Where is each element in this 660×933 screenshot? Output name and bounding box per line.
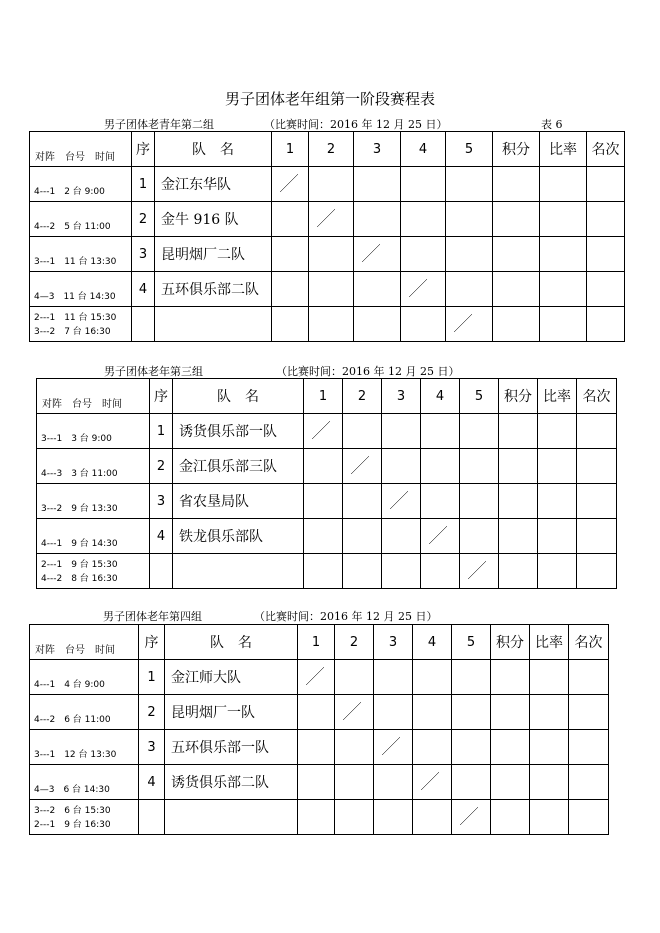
result-cell	[460, 484, 499, 519]
result-cell	[298, 730, 335, 765]
points-cell	[499, 554, 538, 589]
points-cell	[491, 695, 530, 730]
team-name-cell: 金牛 916 队	[155, 202, 272, 237]
team-header: 队 名	[155, 132, 272, 167]
result-cell	[421, 554, 460, 589]
matchup-text: 4---2 6 台 11:00	[34, 715, 111, 725]
result-cell	[309, 237, 354, 272]
team-name-cell: 五环俱乐部一队	[165, 730, 298, 765]
ratio-header: 比率	[540, 132, 587, 167]
ratio-cell	[530, 695, 569, 730]
result-cell	[374, 660, 413, 695]
ratio-cell	[530, 765, 569, 800]
ratio-cell	[530, 660, 569, 695]
opponent-number-header: 1	[298, 625, 335, 660]
rank-cell	[587, 272, 625, 307]
group-caption: 男子团体老青年第二组	[104, 118, 214, 131]
seq-cell: 4	[132, 272, 155, 307]
seq-cell: 4	[139, 765, 165, 800]
table-row	[30, 237, 625, 272]
result-cell	[421, 449, 460, 484]
opponent-number-header: 5	[460, 379, 499, 414]
opponent-number-header: 1	[272, 132, 309, 167]
ratio-cell	[530, 800, 569, 835]
matchup-text: 3---1 11 台 13:30	[34, 257, 117, 267]
points-cell	[499, 414, 538, 449]
points-cell	[499, 449, 538, 484]
seq-cell: 3	[150, 484, 173, 519]
seq-cell	[150, 554, 173, 589]
rank-cell	[569, 800, 609, 835]
rank-cell	[569, 765, 609, 800]
self-match-diagonal-cell	[382, 484, 421, 519]
matchup-header: 对阵 台号 时间	[30, 132, 132, 167]
matchup-cell	[30, 237, 132, 272]
document-title: 男子团体老年组第一阶段赛程表	[224, 90, 435, 108]
result-cell	[309, 307, 354, 342]
self-match-diagonal-cell	[354, 237, 401, 272]
result-cell	[413, 730, 452, 765]
result-cell	[272, 307, 309, 342]
result-cell	[446, 167, 493, 202]
result-cell	[413, 695, 452, 730]
points-header: 积分	[491, 625, 530, 660]
seq-cell: 2	[139, 695, 165, 730]
result-cell	[374, 765, 413, 800]
rank-cell	[577, 414, 617, 449]
points-cell	[491, 800, 530, 835]
table-row	[30, 272, 625, 307]
result-cell	[382, 414, 421, 449]
matchup-header: 对阵 台号 时间	[37, 379, 150, 414]
points-header: 积分	[493, 132, 540, 167]
match-date: （比赛时间：2016 年 12 月 25 日）	[254, 610, 438, 623]
ratio-cell	[538, 414, 577, 449]
result-cell	[460, 519, 499, 554]
matchup-cell	[37, 414, 150, 449]
points-cell	[491, 765, 530, 800]
matchup-cell	[37, 449, 150, 484]
result-cell	[421, 484, 460, 519]
team-name-cell: 省农垦局队	[173, 484, 304, 519]
seq-cell: 1	[150, 414, 173, 449]
result-cell	[304, 519, 343, 554]
rank-cell	[587, 167, 625, 202]
seq-header: 序	[150, 379, 173, 414]
points-cell	[493, 237, 540, 272]
group-schedule-table	[36, 378, 617, 589]
team-name-cell: 诱货俱乐部一队	[173, 414, 304, 449]
self-match-diagonal-cell	[298, 660, 335, 695]
table-row	[30, 730, 609, 765]
rank-header: 名次	[587, 132, 625, 167]
points-cell	[493, 202, 540, 237]
table-row	[30, 765, 609, 800]
result-cell	[335, 800, 374, 835]
result-cell	[304, 554, 343, 589]
result-cell	[343, 519, 382, 554]
table-row	[30, 202, 625, 237]
opponent-number-header: 2	[343, 379, 382, 414]
matchup-text: 4—3 11 台 14:30	[34, 292, 116, 302]
points-cell	[491, 730, 530, 765]
result-cell	[304, 449, 343, 484]
team-name-cell: 金江俱乐部三队	[173, 449, 304, 484]
result-cell	[272, 272, 309, 307]
rank-cell	[569, 695, 609, 730]
matchup-text: 3---1 12 台 13:30	[34, 750, 117, 760]
rank-cell	[587, 202, 625, 237]
self-match-diagonal-cell	[452, 800, 491, 835]
matchup-cell	[30, 307, 132, 342]
self-match-diagonal-cell	[413, 765, 452, 800]
seq-cell: 1	[132, 167, 155, 202]
team-name-cell: 昆明烟厂二队	[155, 237, 272, 272]
rank-cell	[577, 484, 617, 519]
team-name-cell: 诱货俱乐部二队	[165, 765, 298, 800]
result-cell	[343, 414, 382, 449]
opponent-number-header: 4	[421, 379, 460, 414]
matchup-text: 2---1 9 台 15:30	[41, 560, 118, 570]
matchup-text: 4---3 3 台 11:00	[41, 469, 118, 479]
group-caption: 男子团体老年第四组	[103, 610, 202, 623]
rank-cell	[569, 730, 609, 765]
result-cell	[446, 237, 493, 272]
seq-cell: 3	[139, 730, 165, 765]
result-cell	[298, 765, 335, 800]
team-name-cell: 金江师大队	[165, 660, 298, 695]
match-date: （比赛时间：2016 年 12 月 25 日）	[276, 365, 460, 378]
points-cell	[493, 307, 540, 342]
table-row	[37, 484, 617, 519]
seq-cell: 3	[132, 237, 155, 272]
self-match-diagonal-cell	[446, 307, 493, 342]
ratio-cell	[540, 307, 587, 342]
team-name-cell	[155, 307, 272, 342]
ratio-header: 比率	[538, 379, 577, 414]
matchup-cell	[30, 660, 139, 695]
matchup-text: 4---1 2 台 9:00	[34, 187, 105, 197]
opponent-number-header: 2	[335, 625, 374, 660]
group-schedule-table	[29, 624, 609, 835]
table-number: 表 6	[541, 118, 563, 131]
result-cell	[452, 765, 491, 800]
result-cell	[335, 765, 374, 800]
team-name-cell: 昆明烟厂一队	[165, 695, 298, 730]
result-cell	[272, 237, 309, 272]
matchup-cell	[30, 730, 139, 765]
ratio-cell	[538, 484, 577, 519]
matchup-cell	[30, 695, 139, 730]
result-cell	[354, 202, 401, 237]
self-match-diagonal-cell	[272, 167, 309, 202]
opponent-number-header: 3	[382, 379, 421, 414]
result-cell	[452, 695, 491, 730]
result-cell	[343, 554, 382, 589]
matchup-cell	[37, 519, 150, 554]
result-cell	[460, 414, 499, 449]
header-row	[37, 379, 617, 414]
table-row	[37, 414, 617, 449]
matchup-cell	[30, 202, 132, 237]
result-cell	[452, 730, 491, 765]
rank-cell	[577, 519, 617, 554]
seq-header: 序	[132, 132, 155, 167]
result-cell	[354, 307, 401, 342]
ratio-cell	[538, 449, 577, 484]
matchup-text: 4—3 6 台 14:30	[34, 785, 110, 795]
team-header: 队 名	[173, 379, 304, 414]
team-name-cell	[165, 800, 298, 835]
self-match-diagonal-cell	[304, 414, 343, 449]
team-header: 队 名	[165, 625, 298, 660]
opponent-number-header: 4	[401, 132, 446, 167]
result-cell	[309, 272, 354, 307]
result-cell	[460, 449, 499, 484]
result-cell	[354, 272, 401, 307]
points-header: 积分	[499, 379, 538, 414]
matchup-text: 4---2 5 台 11:00	[34, 222, 111, 232]
ratio-header: 比率	[530, 625, 569, 660]
result-cell	[298, 695, 335, 730]
table-row	[30, 695, 609, 730]
team-name-cell: 五环俱乐部二队	[155, 272, 272, 307]
seq-cell: 1	[139, 660, 165, 695]
rank-header: 名次	[577, 379, 617, 414]
result-cell	[354, 167, 401, 202]
result-cell	[413, 800, 452, 835]
self-match-diagonal-cell	[460, 554, 499, 589]
ratio-cell	[530, 730, 569, 765]
matchup-cell	[37, 484, 150, 519]
table-row	[30, 167, 625, 202]
result-cell	[401, 237, 446, 272]
result-cell	[446, 202, 493, 237]
seq-cell	[132, 307, 155, 342]
matchup-text: 2---1 9 台 16:30	[34, 820, 111, 830]
seq-header: 序	[139, 625, 165, 660]
matchup-header: 对阵 台号 时间	[30, 625, 139, 660]
matchup-cell	[30, 800, 139, 835]
matchup-text: 3---1 3 台 9:00	[41, 434, 112, 444]
rank-cell	[587, 307, 625, 342]
result-cell	[343, 484, 382, 519]
matchup-cell	[30, 765, 139, 800]
result-cell	[382, 449, 421, 484]
matchup-text: 2---1 11 台 15:30	[34, 313, 117, 323]
team-name-cell: 金江东华队	[155, 167, 272, 202]
result-cell	[452, 660, 491, 695]
rank-cell	[577, 449, 617, 484]
seq-cell	[139, 800, 165, 835]
header-row	[30, 625, 609, 660]
self-match-diagonal-cell	[343, 449, 382, 484]
points-cell	[499, 519, 538, 554]
result-cell	[374, 800, 413, 835]
table-row	[37, 449, 617, 484]
result-cell	[298, 800, 335, 835]
points-cell	[493, 272, 540, 307]
opponent-number-header: 5	[452, 625, 491, 660]
matchup-text: 4---1 4 台 9:00	[34, 680, 105, 690]
result-cell	[382, 519, 421, 554]
matchup-text: 4---1 9 台 14:30	[41, 539, 118, 549]
result-cell	[421, 414, 460, 449]
self-match-diagonal-cell	[335, 695, 374, 730]
table-row	[30, 307, 625, 342]
points-cell	[499, 484, 538, 519]
rank-cell	[587, 237, 625, 272]
opponent-number-header: 3	[374, 625, 413, 660]
result-cell	[304, 484, 343, 519]
group-schedule-table	[29, 131, 625, 342]
header-row	[30, 132, 625, 167]
matchup-cell	[37, 554, 150, 589]
matchup-text: 3---2 7 台 16:30	[34, 327, 111, 337]
result-cell	[401, 167, 446, 202]
result-cell	[413, 660, 452, 695]
ratio-cell	[538, 554, 577, 589]
matchup-cell	[30, 272, 132, 307]
result-cell	[401, 202, 446, 237]
table-row	[37, 519, 617, 554]
table-row	[37, 554, 617, 589]
ratio-cell	[540, 272, 587, 307]
table-row	[30, 800, 609, 835]
result-cell	[309, 167, 354, 202]
team-name-cell: 铁龙俱乐部队	[173, 519, 304, 554]
rank-cell	[569, 660, 609, 695]
ratio-cell	[538, 519, 577, 554]
result-cell	[382, 554, 421, 589]
matchup-cell	[30, 167, 132, 202]
result-cell	[374, 695, 413, 730]
opponent-number-header: 1	[304, 379, 343, 414]
seq-cell: 4	[150, 519, 173, 554]
matchup-text: 3---2 6 台 15:30	[34, 806, 111, 816]
self-match-diagonal-cell	[401, 272, 446, 307]
opponent-number-header: 2	[309, 132, 354, 167]
self-match-diagonal-cell	[309, 202, 354, 237]
result-cell	[446, 272, 493, 307]
matchup-text: 4---2 8 台 16:30	[41, 574, 118, 584]
ratio-cell	[540, 202, 587, 237]
rank-header: 名次	[569, 625, 609, 660]
ratio-cell	[540, 237, 587, 272]
table-row	[30, 660, 609, 695]
points-cell	[491, 660, 530, 695]
result-cell	[401, 307, 446, 342]
team-name-cell	[173, 554, 304, 589]
matchup-text: 3---2 9 台 13:30	[41, 504, 118, 514]
rank-cell	[577, 554, 617, 589]
opponent-number-header: 4	[413, 625, 452, 660]
result-cell	[272, 202, 309, 237]
seq-cell: 2	[132, 202, 155, 237]
ratio-cell	[540, 167, 587, 202]
seq-cell: 2	[150, 449, 173, 484]
self-match-diagonal-cell	[374, 730, 413, 765]
points-cell	[493, 167, 540, 202]
self-match-diagonal-cell	[421, 519, 460, 554]
match-date: （比赛时间：2016 年 12 月 25 日）	[264, 118, 448, 131]
result-cell	[335, 730, 374, 765]
opponent-number-header: 3	[354, 132, 401, 167]
group-caption: 男子团体老年第三组	[104, 365, 203, 378]
result-cell	[335, 660, 374, 695]
opponent-number-header: 5	[446, 132, 493, 167]
